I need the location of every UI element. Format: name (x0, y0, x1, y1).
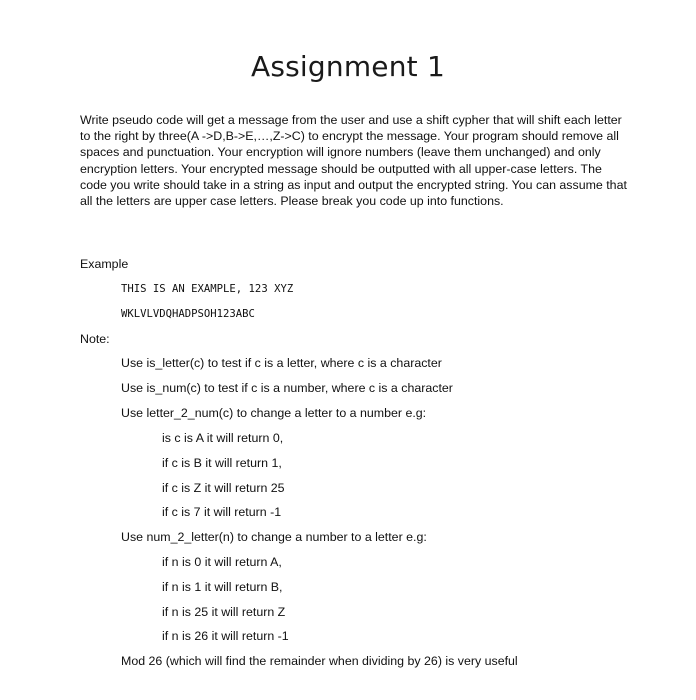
example-heading: Example (80, 257, 129, 271)
note-is-num: Use is_num(c) to test if c is a number, where c is a character (121, 381, 453, 395)
note-heading: Note: (80, 332, 110, 346)
letter-2-num-example: if c is B it will return 1, (162, 456, 282, 470)
example-input: THIS IS AN EXAMPLE, 123 XYZ (121, 283, 294, 295)
page-title: Assignment 1 (251, 50, 445, 83)
letter-2-num-example: is c is A it will return 0, (162, 431, 284, 445)
letter-2-num-example: if c is 7 it will return -1 (162, 505, 282, 519)
note-letter-2-num: Use letter_2_num(c) to change a letter to a number e.g: (121, 406, 427, 420)
letter-2-num-example: if c is Z it will return 25 (162, 481, 285, 495)
num-2-letter-example: if n is 1 it will return B, (162, 580, 283, 594)
num-2-letter-example: if n is 26 it will return -1 (162, 629, 289, 643)
num-2-letter-example: if n is 0 it will return A, (162, 555, 282, 569)
example-output: WKLVLVDQHADPSOH123ABC (121, 308, 255, 320)
note-is-letter: Use is_letter(c) to test if c is a letter, where c is a character (121, 356, 442, 370)
note-num-2-letter: Use num_2_letter(n) to change a number to a letter e.g: (121, 530, 427, 544)
assignment-description: Write pseudo code will get a message from the user and use a shift cypher that will shift each letter to the right by three(A ->D,B->E,…,Z->C) to encrypt the message. Your program should remove all spaces and punctuation. Your encryption will ignore numbers (leave them unchanged) and only encryption letters. Your encrypted message should be outputted with all upper-case letters. The code you write should take in a string as input and output the encrypted string. You can assume that all the letters are upper case letters. Please break you code up into functions. (80, 113, 627, 209)
num-2-letter-example: if n is 25 it will return Z (162, 605, 286, 619)
note-mod-26: Mod 26 (which will find the remainder when dividing by 26) is very useful (121, 654, 518, 668)
